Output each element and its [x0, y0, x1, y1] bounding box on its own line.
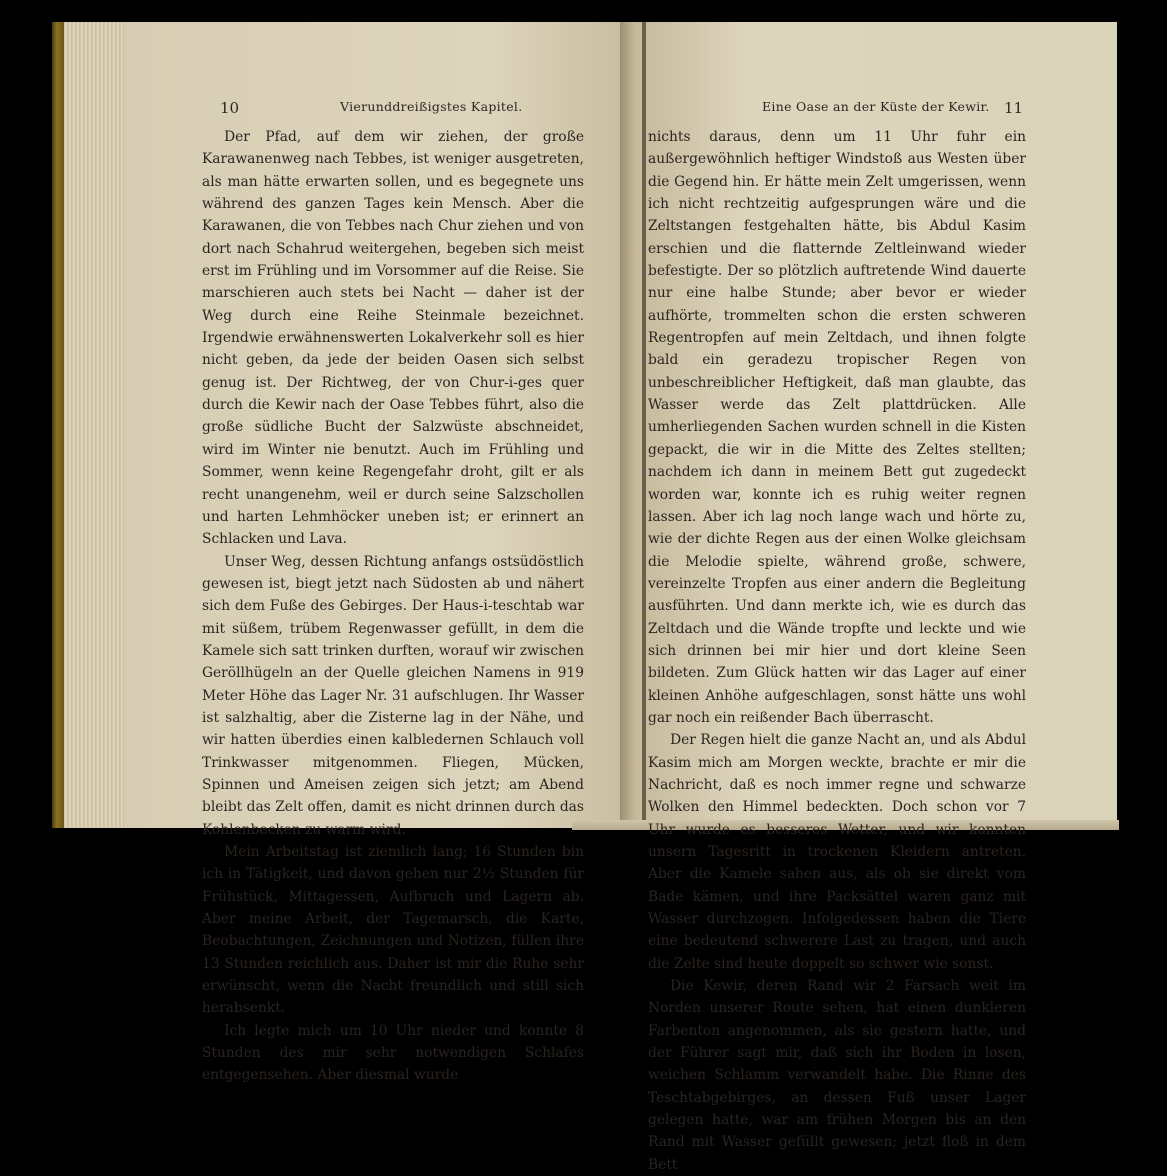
open-book	[52, 22, 1119, 1173]
right-page-number: 11	[1004, 99, 1024, 117]
page-edges	[64, 22, 126, 828]
left-page-text	[202, 126, 584, 1087]
book-spine	[52, 22, 64, 828]
left-page-number: 10	[220, 99, 240, 117]
left-running-head: Vierunddreißigstes Kapitel.	[340, 99, 523, 114]
left-paragraph-4: Ich legte mich um 10 Uhr nieder und konnte 8 Stunden des mir sehr notwendigen Schlafes entgegensehen. Aber diesmal wurde	[202, 1022, 584, 1084]
book-gutter	[642, 22, 646, 828]
right-paragraph-2: Der Regen hielt die ganze Nacht an, und als Abdul Kasim mich am Morgen weckte, brachte er mir die Nachricht, daß es noch immer regne und schwarze Wolken den Himmel bedeckten. Doch schon vor 7 Uhr wurde es besseres Wetter, und wir konnten unsern Tagesritt in trockenen Kleidern antreten. Aber die Kamele sahen aus, als ob sie direkt vom Bade kämen, und ihre Packsättel waren ganz mit Wasser durchzogen. Infolgedessen haben die Tiere eine bedeutend schwerere Last zu tragen, und auch die Zelte sind heute doppelt so schwer wie sonst.	[648, 732, 1026, 972]
right-paragraph-3: Die Kewir, deren Rand wir 2 Farsach weit im Norden unserer Route sehen, hat einen dunkleren Farbenton angenommen, als sie gestern hatte, und der Führer sagt mir, daß sich ihr Boden in losen, weichen Schlamm verwandelt habe. Die Rinne des Teschtabgebirges, an dessen Fuß unser Lager gelegen hatte, war am frühen Morgen bis an den Rand mit Wasser gefüllt gewesen; jetzt floß in dem Bett	[648, 978, 1026, 1173]
left-paragraph-2: Unser Weg, dessen Richtung anfangs ostsüdöstlich gewesen ist, biegt jetzt nach Südosten ab und nähert sich dem Fuße des Gebirges. Der Haus-i-teschtab war mit süßem, trübem Regenwasser gefüllt, in dem die Kamele sich satt trinken durften, worauf wir zwischen Geröllhügeln an der Quelle gleichen Namens in 919 Meter Höhe das Lager Nr. 31 aufschlugen. Ihr Wasser ist salzhaltig, aber die Zisterne lag in der Nähe, und wir hatten überdies einen kalbledernen Schlauch voll Trinkwasser mitgenommen. Fliegen, Mücken, Spinnen und Ameisen zeigen sich jetzt; am Abend bleibt das Zelt offen, damit es nicht drinnen durch das Kohlenbecken zu warm wird.	[202, 553, 584, 838]
right-running-head: Eine Oase an der Küste der Kewir.	[762, 99, 990, 114]
right-paragraph-1: nichts daraus, denn um 11 Uhr fuhr ein außergewöhnlich heftiger Windstoß aus Westen über die Gegend hin. Er hätte mein Zelt umgerissen, wenn ich nicht rechtzeitig aufgesprungen wäre und die Zeltstangen festgehalten hätte, bis Abdul Kasim erschien und die flatternde Zeltleinwand wieder befestigte. Der so plötzlich auftretende Wind dauerte nur eine halbe Stunde; aber bevor er wieder aufhörte, trommelten schon die ersten schweren Regentropfen auf mein Zeltdach, und ihnen folgte bald ein geradezu tropischer Regen von unbeschreiblicher Heftigkeit, daß man glaubte, das Wasser werde das Zelt plattdrücken. Alle umherliegenden Sachen wurden schnell in die Kisten gepackt, die wir in die Mitte des Zeltes stellten; nachdem ich dann in meinem Bett gut zugedeckt worden war, konnte ich es ruhig weiter regnen lassen. Aber ich lag noch lange wach und hörte zu, wie der dichte Regen aus der einen Wolke gleichsam die Melodie spielte, während große, schwere, vereinzelte Tropfen aus einer andern die Begleitung ausführten. Und dann merkte ich, wie es durch das Zeltdach und die Wände tropfte und leckte und wie sich drinnen bei mir hier und dort kleine Seen bildeten. Zum Glück hatten wir das Lager auf einer kleinen Anhöhe aufgeschlagen, sonst hätte uns wohl gar noch ein reißender Bach überrascht.	[648, 129, 1026, 726]
left-paragraph-1: Der Pfad, auf dem wir ziehen, der große Karawanenweg nach Tebbes, ist weniger ausgetreten, als man hätte erwarten sollen, und es begegnete uns während des ganzen Tages kein Mensch. Aber die Karawanen, die von Tebbes nach Chur ziehen und von dort nach Schahrud weitergehen, begeben sich meist erst im Frühling und im Vorsommer auf die Reise. Sie marschieren auch stets bei Nacht — daher ist der Weg durch eine Reihe Steinmale bezeichnet. Irgendwie erwähnenswerten Lokalverkehr soll es hier nicht geben, da jede der beiden Oasen sich selbst genug ist. Der Richtweg, der von Chur-i-ges quer durch die Kewir nach der Oase Tebbes führt, also die große südliche Bucht der Salzwüste abschneidet, wird im Winter nie benutzt. Auch im Frühling und Sommer, wenn keine Regengefahr droht, gilt er als recht unangenehm, weil er durch seine Salzschollen und harten Lehmhöcker uneben ist; er erinnert an Schlacken und Lava.	[202, 129, 584, 548]
left-paragraph-3: Mein Arbeitstag ist ziemlich lang; 16 Stunden bin ich in Tätigkeit, und davon gehen nur 2½ Stunden für Frühstück, Mittagessen, Aufbruch und Lagern ab. Aber meine Arbeit, der Tagemarsch, die Karte, Beobachtungen, Zeichnungen und Notizen, füllen ihre 13 Stunden reichlich aus. Daher ist mir die Ruhe sehr erwünscht, wenn die Nacht freundlich und still sich herabsenkt.	[202, 844, 584, 1017]
right-page-text	[648, 126, 1026, 1176]
